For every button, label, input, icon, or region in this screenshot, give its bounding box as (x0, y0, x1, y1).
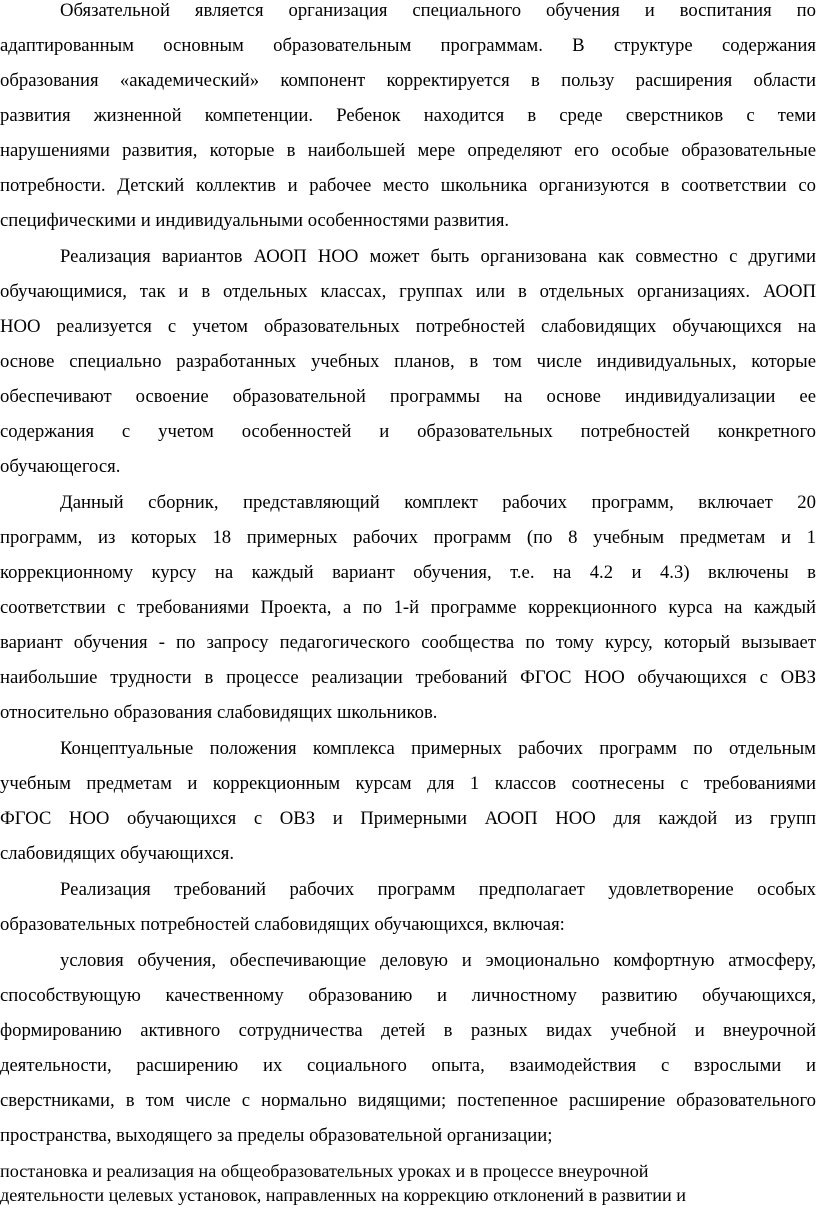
paragraph-5-line-2: образовательных потребностей слабовидящих обучающихся, включая: (0, 914, 565, 935)
paragraph-6-line-2: способствующую качественному образованию и личностному развитию обучающихся, (0, 985, 816, 1006)
paragraph-4-line-4: слабовидящих обучающихся. (0, 843, 234, 864)
paragraph-1-line-4: развития жизненной компетенции. Ребенок находится в среде сверстников с теми (0, 105, 816, 126)
paragraph-3-line-1: Данный сборник, представляющий комплект рабочих программ, включает 20 (60, 492, 816, 513)
paragraph-6-line-6: пространства, выходящего за пределы образовательной организации; (0, 1125, 553, 1146)
paragraph-2-line-2: обучающимися, так и в отдельных классах, группах или в отдельных организациях. АООП (0, 281, 816, 302)
paragraph-2-line-6: содержания с учетом особенностей и образовательных потребностей конкретного (0, 421, 816, 442)
paragraph-4-line-1: Концептуальные положения комплекса примерных рабочих программ по отдельным (60, 738, 816, 759)
paragraph-1-line-2: адаптированным основным образовательным программам. В структуре содержания (0, 35, 816, 56)
paragraph-7-line-2: деятельности целевых установок, направленных на коррекцию отклонений в развитии и (0, 1185, 686, 1205)
paragraph-4-line-2: учебным предметам и коррекционным курсам для 1 классов соотнесены с требованиями (0, 773, 816, 794)
paragraph-6-line-3: формированию активного сотрудничества детей в разных видах учебной и внеурочной (0, 1020, 816, 1041)
paragraph-1-line-7: специфическими и индивидуальными особенностями развития. (0, 210, 510, 231)
paragraph-1-line-3: образования «академический» компонент корректируется в пользу расширения области (0, 70, 816, 91)
paragraph-3-line-3: коррекционному курсу на каждый вариант обучения, т.е. на 4.2 и 4.3) включены в (0, 562, 816, 583)
paragraph-2-line-4: основе специально разработанных учебных планов, в том числе индивидуальных, которые (0, 351, 816, 372)
paragraph-1-line-1: Обязательной является организация специального обучения и воспитания по (60, 0, 816, 21)
paragraph-2-line-1: Реализация вариантов АООП НОО может быть организована как совместно с другими (60, 246, 816, 267)
paragraph-3-line-6: наибольшие трудности в процессе реализации требований ФГОС НОО обучающихся с ОВЗ (0, 667, 816, 688)
paragraph-2-line-5: обеспечивают освоение образовательной программы на основе индивидуализации ее (0, 386, 816, 407)
paragraph-6-line-1: условия обучения, обеспечивающие деловую и эмоционально комфортную атмосферу, (60, 950, 816, 971)
paragraph-5-line-1: Реализация требований рабочих программ предполагает удовлетворение особых (60, 879, 816, 900)
paragraph-7-line-1: постановка и реализация на общеобразовательных уроках и в процессе внеурочной (0, 1161, 649, 1181)
paragraph-3-line-5: вариант обучения - по запросу педагогического сообщества по тому курсу, который вызывает (0, 632, 816, 653)
paragraph-2-line-7: обучающегося. (0, 456, 121, 477)
paragraph-4-line-3: ФГОС НОО обучающихся с ОВЗ и Примерными АООП НОО для каждой из групп (0, 808, 816, 829)
paragraph-2-line-3: НОО реализуется с учетом образовательных потребностей слабовидящих обучающихся на (0, 316, 816, 337)
paragraph-6-line-5: сверстниками, в том числе с нормально видящими; постепенное расширение образовательного (0, 1090, 816, 1111)
paragraph-3-line-4: соответствии с требованиями Проекта, а по 1-й программе коррекционного курса на каждый (0, 597, 816, 618)
paragraph-1-line-6: потребности. Детский коллектив и рабочее место школьника организуются в соответствии со (0, 175, 816, 196)
paragraph-3-line-7: относительно образования слабовидящих школьников. (0, 702, 438, 723)
paragraph-3-line-2: программ, из которых 18 примерных рабочих программ (по 8 учебным предметам и 1 (0, 527, 816, 548)
paragraph-1-line-5: нарушениями развития, которые в наибольшей мере определяют его особые образовательные (0, 140, 816, 161)
paragraph-6-line-4: деятельности, расширению их социального опыта, взаимодействия с взрослыми и (0, 1055, 816, 1076)
